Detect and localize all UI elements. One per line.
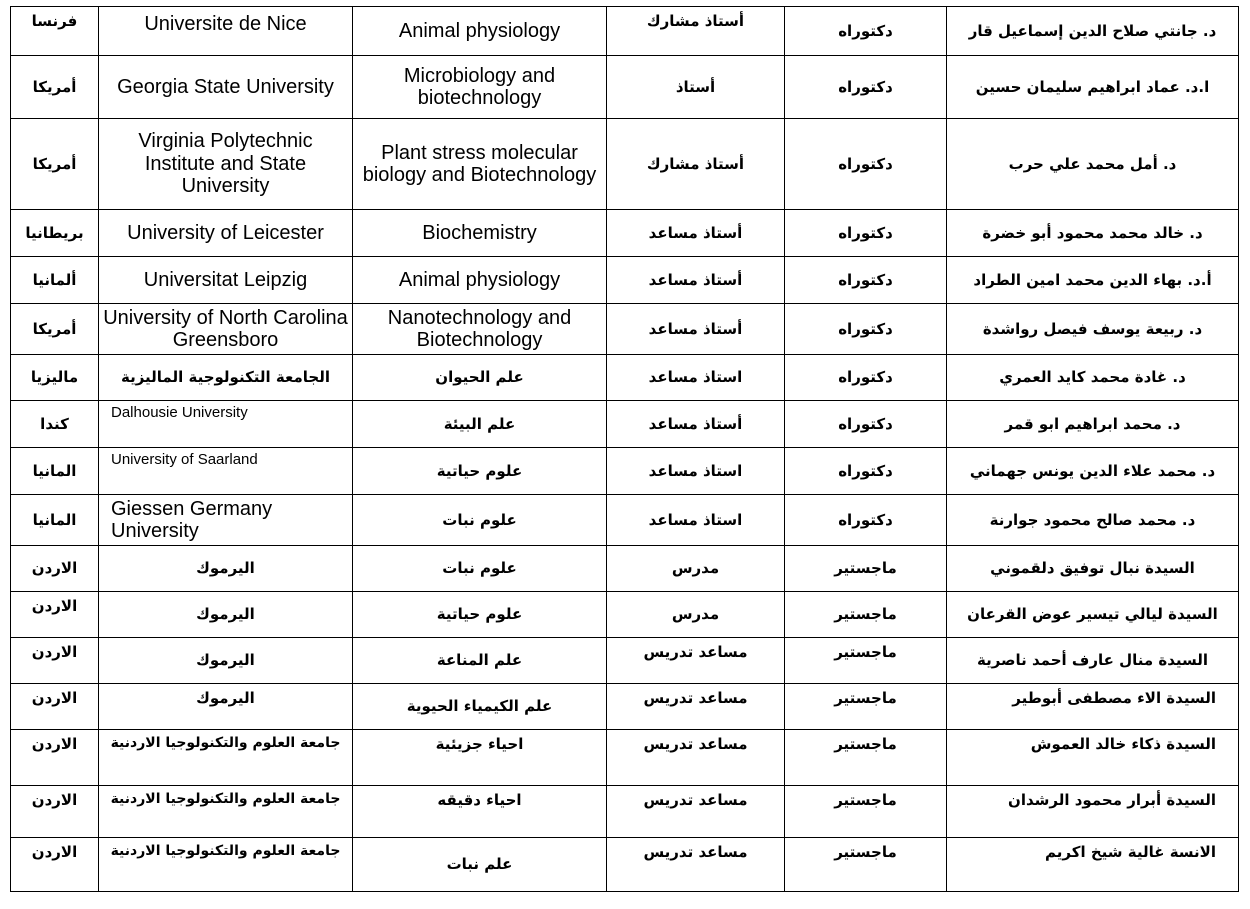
university-cell: جامعة العلوم والتكنولوجيا الاردنية — [99, 786, 353, 838]
field-cell: علم البيئة — [353, 401, 607, 448]
rank-cell: أستاذ مشارك — [607, 119, 785, 210]
university-cell: University of Leicester — [99, 210, 353, 257]
degree-cell: ماجستير — [785, 546, 947, 592]
university-cell: جامعة العلوم والتكنولوجيا الاردنية — [99, 730, 353, 786]
field-cell: Animal physiology — [353, 257, 607, 304]
rank-cell: مساعد تدريس — [607, 730, 785, 786]
rank-cell: أستاذ مساعد — [607, 257, 785, 304]
university-cell: Georgia State University — [99, 56, 353, 119]
faculty-table — [10, 6, 1239, 892]
name-cell: الانسة غالية شيخ اكريم — [947, 838, 1239, 892]
degree-cell: دكتوراه — [785, 7, 947, 56]
degree-cell: دكتوراه — [785, 56, 947, 119]
rank-cell: مدرس — [607, 592, 785, 638]
degree-cell: دكتوراه — [785, 304, 947, 355]
field-cell: علوم نبات — [353, 546, 607, 592]
name-cell: د. أمل محمد علي حرب — [947, 119, 1239, 210]
degree-cell: دكتوراه — [785, 401, 947, 448]
rank-cell: مساعد تدريس — [607, 838, 785, 892]
table-row — [11, 684, 1239, 730]
rank-cell: مساعد تدريس — [607, 684, 785, 730]
degree-cell: دكتوراه — [785, 257, 947, 304]
table-row — [11, 786, 1239, 838]
table-row — [11, 119, 1239, 210]
table-row — [11, 56, 1239, 119]
degree-cell: ماجستير — [785, 592, 947, 638]
table-row — [11, 638, 1239, 684]
table-row — [11, 592, 1239, 638]
field-cell: Plant stress molecular biology and Biotechnology — [353, 119, 607, 210]
university-cell: الجامعة التكنولوجية الماليزية — [99, 355, 353, 401]
country-cell: الاردن — [11, 838, 99, 892]
country-cell: الاردن — [11, 730, 99, 786]
table-row — [11, 401, 1239, 448]
field-cell: علوم حياتية — [353, 448, 607, 495]
country-cell: المانيا — [11, 495, 99, 546]
rank-cell: أستاذ مساعد — [607, 304, 785, 355]
university-cell: Universite de Nice — [99, 7, 353, 56]
degree-cell: ماجستير — [785, 786, 947, 838]
name-cell: د. خالد محمد محمود أبو خضرة — [947, 210, 1239, 257]
name-cell: د. ربيعة يوسف فيصل رواشدة — [947, 304, 1239, 355]
field-cell: احياء جزيئية — [353, 730, 607, 786]
university-cell: اليرموك — [99, 684, 353, 730]
field-cell: علم الكيمياء الحيوية — [353, 684, 607, 730]
university-cell: اليرموك — [99, 638, 353, 684]
rank-cell: استاذ مساعد — [607, 448, 785, 495]
table-row — [11, 304, 1239, 355]
rank-cell: مدرس — [607, 546, 785, 592]
degree-cell: دكتوراه — [785, 355, 947, 401]
field-cell: علم الحيوان — [353, 355, 607, 401]
field-cell: Animal physiology — [353, 7, 607, 56]
country-cell: الاردن — [11, 786, 99, 838]
university-cell: اليرموك — [99, 546, 353, 592]
field-cell: علوم نبات — [353, 495, 607, 546]
rank-cell: مساعد تدريس — [607, 786, 785, 838]
degree-cell: دكتوراه — [785, 119, 947, 210]
country-cell: أمريكا — [11, 56, 99, 119]
university-cell: جامعة العلوم والتكنولوجيا الاردنية — [99, 838, 353, 892]
field-cell: احياء دقيقه — [353, 786, 607, 838]
name-cell: د. جانتي صلاح الدين إسماعيل قار — [947, 7, 1239, 56]
country-cell: الاردن — [11, 546, 99, 592]
university-cell: Virginia Polytechnic Institute and State University — [99, 119, 353, 210]
table-row — [11, 838, 1239, 892]
name-cell: السيدة ليالي تيسير عوض القرعان — [947, 592, 1239, 638]
country-cell: ألمانيا — [11, 257, 99, 304]
rank-cell: أستاذ مشارك — [607, 7, 785, 56]
table-row — [11, 7, 1239, 56]
degree-cell: ماجستير — [785, 684, 947, 730]
rank-cell: أستاذ مساعد — [607, 210, 785, 257]
table-row — [11, 257, 1239, 304]
country-cell: الاردن — [11, 592, 99, 638]
table-row — [11, 355, 1239, 401]
country-cell: الاردن — [11, 638, 99, 684]
degree-cell: ماجستير — [785, 730, 947, 786]
rank-cell: استاذ مساعد — [607, 495, 785, 546]
country-cell: الاردن — [11, 684, 99, 730]
name-cell: د. محمد صالح محمود جوارنة — [947, 495, 1239, 546]
table-row — [11, 210, 1239, 257]
rank-cell: أستاذ مساعد — [607, 401, 785, 448]
country-cell: أمريكا — [11, 304, 99, 355]
degree-cell: ماجستير — [785, 838, 947, 892]
name-cell: د. غادة محمد كايد العمري — [947, 355, 1239, 401]
name-cell: السيدة أبرار محمود الرشدان — [947, 786, 1239, 838]
field-cell: Nanotechnology and Biotechnology — [353, 304, 607, 355]
table-row — [11, 546, 1239, 592]
faculty-table-container — [10, 6, 1239, 892]
country-cell: ماليزيا — [11, 355, 99, 401]
name-cell: د. محمد ابراهيم ابو قمر — [947, 401, 1239, 448]
table-row — [11, 730, 1239, 786]
university-cell: Universitat Leipzig — [99, 257, 353, 304]
field-cell: علم المناعة — [353, 638, 607, 684]
field-cell: Biochemistry — [353, 210, 607, 257]
name-cell: أ.د. بهاء الدين محمد امين الطراد — [947, 257, 1239, 304]
degree-cell: دكتوراه — [785, 448, 947, 495]
country-cell: كندا — [11, 401, 99, 448]
table-row — [11, 495, 1239, 546]
university-cell: Dalhousie University — [99, 401, 353, 448]
name-cell: السيدة ذكاء خالد العموش — [947, 730, 1239, 786]
rank-cell: مساعد تدريس — [607, 638, 785, 684]
degree-cell: دكتوراه — [785, 495, 947, 546]
field-cell: علوم حياتية — [353, 592, 607, 638]
name-cell: السيدة منال عارف أحمد ناصرية — [947, 638, 1239, 684]
university-cell: University of Saarland — [99, 448, 353, 495]
country-cell: بريطانيا — [11, 210, 99, 257]
table-row — [11, 448, 1239, 495]
university-cell: اليرموك — [99, 592, 353, 638]
degree-cell: دكتوراه — [785, 210, 947, 257]
country-cell: فرنسا — [11, 7, 99, 56]
rank-cell: استاذ مساعد — [607, 355, 785, 401]
name-cell: ا.د. عماد ابراهيم سليمان حسين — [947, 56, 1239, 119]
field-cell: Microbiology and biotechnology — [353, 56, 607, 119]
country-cell: أمريكا — [11, 119, 99, 210]
country-cell: المانيا — [11, 448, 99, 495]
rank-cell: أستاذ — [607, 56, 785, 119]
degree-cell: ماجستير — [785, 638, 947, 684]
university-cell: Giessen Germany University — [99, 495, 353, 546]
name-cell: د. محمد علاء الدين يونس جهماني — [947, 448, 1239, 495]
name-cell: السيدة نبال توفيق دلقموني — [947, 546, 1239, 592]
field-cell: علم نبات — [353, 838, 607, 892]
name-cell: السيدة الاء مصطفى أبوطير — [947, 684, 1239, 730]
university-cell: University of North Carolina Greensboro — [99, 304, 353, 355]
